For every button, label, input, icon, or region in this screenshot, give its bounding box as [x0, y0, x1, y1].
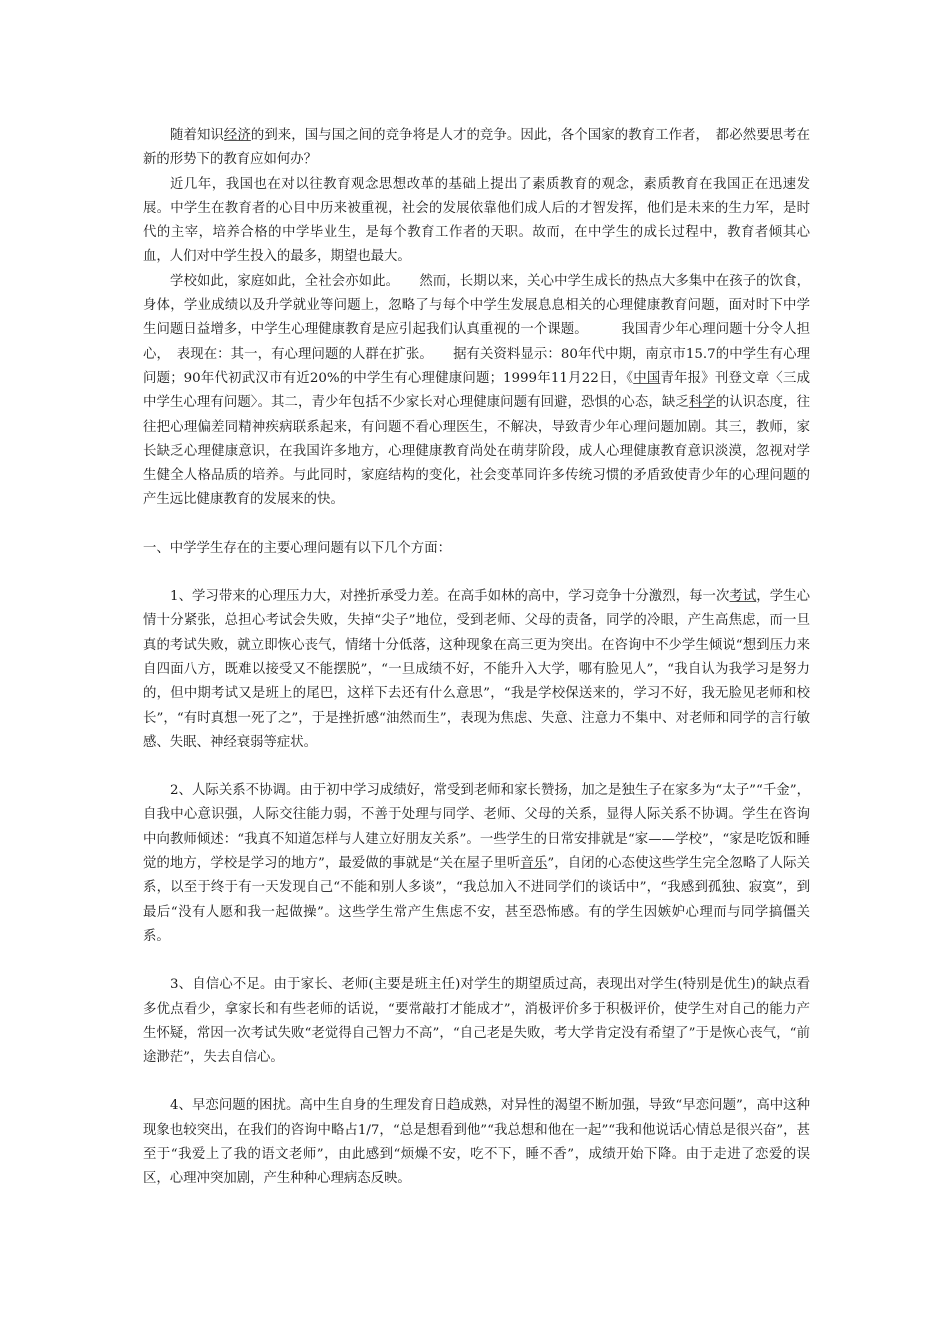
text-run: 2、人际关系不协调。由于初中学习成绩好，常受到老师和家长赞扬，加之是独生子在家多为“太子”“千金”，自我中心意识强，人际交往能力弱，不善于处理与同学、老师、父母的关系，显得人际关系不协调。学生在咨询中向教师倾述：“我真不知道怎样与人建立好朋友关系”。一些学生的日常安排就是“家——学校”，“家是吃饭和睡觉的地方，学校是学习的地方”，最爱做的事就是“关在屋子里听: [143, 783, 810, 872]
intro-paragraph-3: [143, 270, 810, 513]
text-run: 青年报》刊登文章〈三成中学生心理有问题〉。其二，青少年包括不少家长对心理健康问题有回避，恐惧的心态，缺乏: [143, 370, 810, 411]
link-exam[interactable]: 考试: [729, 589, 757, 605]
link-china[interactable]: 中国: [633, 370, 661, 386]
problem-item-2: [143, 779, 810, 949]
text-run: ，学生心情十分紧张，总担心考试会失败，失掉“尖子”地位，受到老师、父母的责备，同学的冷眼，产生高焦虑，而一旦真的考试失败，就立即恢心丧气，情绪十分低落，这种现象在高三更为突出。在咨询中不少学生倾说“想到压力来自四面八方，既难以接受又不能摆脱”，“一旦成绩不好，不能升入大学，哪有脸见人”，“我自认为我学习是努力的，但中期考试又是班上的尾巴，这样下去还有什么意思”，“我是学校保送来的，学习不好，我无脸见老师和校长”，“有时真想一死了之”，于是挫折感“油然而生”，表现为焦虑、失意、注意力不集中、对老师和同学的言行敏感、失眠、神经衰弱等症状。: [143, 589, 810, 750]
text-run: 随着知识: [170, 128, 224, 143]
document-body: [143, 124, 810, 1192]
problem-item-1: [143, 585, 810, 755]
text-run: 1、学习带来的心理压力大，对挫折承受力差。在高手如林的高中，学习竞争十分激烈，每一次: [170, 589, 730, 605]
intro-paragraph-1: [143, 124, 810, 173]
link-economy[interactable]: 经济: [223, 128, 251, 143]
text-run: 学校如此，家庭如此，全社会亦如此。 然而，长期以来，关心中学生成长的热点大多集中在孩子的饮食，身体，学业成绩以及升学就业等问题上，忽略了与每个中学生发展息息相关的心理健康教育问题，面对时下中学生问题日益增多，中学生心理健康教育是应引起我们认真重视的一个课题。 我国青少年心理问题十分令人担心， 表现在：其一，有心理问题的人群在扩张。 据有关资料显示：80年代中期，南京市15.7的中学生有心理问题；90年代初武汉市有近20%的中学生有心理健康问题；1999年11月22日，《: [143, 273, 810, 386]
section-heading: 一、中学学生存在的主要心理问题有以下几个方面：: [143, 540, 451, 556]
link-music[interactable]: 音乐: [520, 856, 548, 872]
problem-item-4: 4、早恋问题的困扰。高中生自身的生理发育日趋成熟，对异性的渴望不断加强，导致“早恋问题”，高中这种现象也较突出，在我们的咨询中略占1/7，“总是想看到他”“我总想和他在一起”“我和他说话心情总是很兴奋”，甚至于“我爱上了我的语文老师”，由此感到“烦燥不安，吃不下，睡不香”，成绩开始下降。由于走进了恋爱的误区，心理冲突加剧，产生种种心理病态反映。: [143, 1098, 810, 1187]
text-run: 的认识态度，往往把心理偏差同精神疾病联系起来，有问题不看心理医生，不解决，导致青少年心理问题加剧。其三，教师，家长缺乏心理健康意识，在我国许多地方，心理健康教育尚处在萌芽阶段，成人心理健康教育意识淡漠，忽视对学生健全人格品质的培养。与此同时，家庭结构的变化，社会变革同许多传统习惯的矛盾致使青少年的心理问题的产生远比健康教育的发展来的快。: [143, 395, 811, 508]
link-science[interactable]: 科学: [688, 395, 716, 411]
problem-item-3: 3、自信心不足。由于家长、老师(主要是班主任)对学生的期望质过高，表现出对学生(特别是优生)的缺点看多优点看少，拿家长和有些老师的话说，“要常敲打才能成才”，消极评价多于积极评价，使学生对自己的能力产生怀疑，常因一次考试失败“老觉得自己智力不高”，“自己老是失败，考大学肯定没有希望了”于是恢心丧气，“前途渺茫”，失去自信心。: [143, 977, 810, 1066]
text-run: ”，自闭的心态使这些学生完全忽略了人际关系，以至于终于有一天发现自己“不能和别人多谈”，“我总加入不进同学们的谈话中”，“我感到孤独、寂寞”，到最后“没有人愿和我一起做操”。这些学生常产生焦虑不安，甚至恐怖感。有的学生因嫉妒心理而与同学搞僵关系。: [143, 856, 810, 944]
text-run: 的到来，国与国之间的竞争将是人才的竞争。因此，各个国家的教育工作者， 都必然要思考在新的形势下的教育应如何办？: [143, 128, 811, 168]
intro-paragraph-2: 近几年，我国也在对以往教育观念思想改革的基础上提出了素质教育的观念，素质教育在我国正在迅速发展。中学生在教育者的心目中历来被重视，社会的发展依靠他们成人后的才智发挥，他们是未来的生力军，是时代的主宰，培养合格的中学毕业生，是每个教育工作者的天职。故而，在中学生的成长过程中，教育者倾其心血，人们对中学生投入的最多，期望也最大。: [143, 176, 810, 265]
